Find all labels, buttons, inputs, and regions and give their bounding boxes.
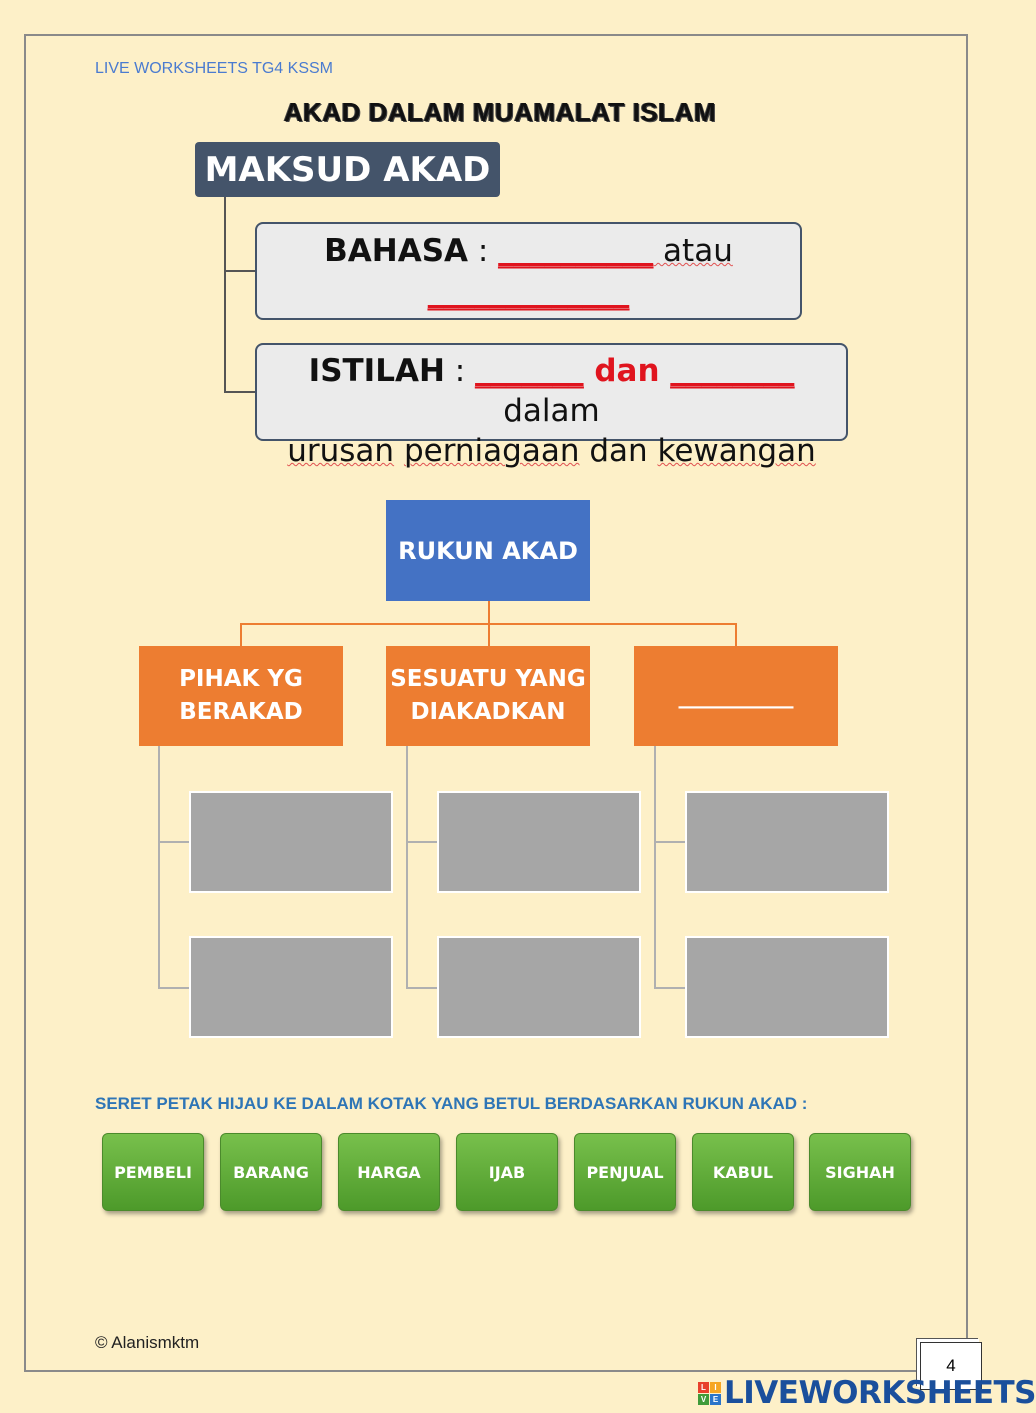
- category-blank: __________: [634, 646, 838, 746]
- drop-zone-blank-1[interactable]: [685, 791, 889, 893]
- bahasa-definition-box: BAHASA : __________ atau _____________: [255, 222, 802, 320]
- col1-branch-2: [158, 987, 190, 989]
- chip-penjual[interactable]: PENJUAL: [574, 1133, 676, 1211]
- drop-zone-pihak-2[interactable]: [189, 936, 393, 1038]
- col3-connector: [654, 746, 656, 988]
- maksud-connector-bahasa: [224, 270, 256, 272]
- bahasa-atau: atau: [653, 233, 733, 269]
- drop-zone-sesuatu-2[interactable]: [437, 936, 641, 1038]
- col3-branch-2: [654, 987, 686, 989]
- col2-branch-1: [406, 841, 438, 843]
- bahasa-blank-1[interactable]: __________: [498, 233, 654, 269]
- col3-branch-1: [654, 841, 686, 843]
- liveworksheets-wordmark: LIVEWORKSHEETS: [724, 1375, 1036, 1411]
- bahasa-term: BAHASA: [324, 233, 469, 269]
- maksud-akad-heading: MAKSUD AKAD: [195, 142, 500, 197]
- page-number: 4: [920, 1342, 982, 1390]
- category-sesuatu-diakadkan: SESUATU YANG DIAKADKAN: [386, 646, 590, 746]
- istilah-blank-2[interactable]: ________: [670, 353, 795, 389]
- col2-connector: [406, 746, 408, 988]
- rukun-connector-left: [240, 623, 242, 646]
- drop-zone-sesuatu-1[interactable]: [437, 791, 641, 893]
- col2-branch-2: [406, 987, 438, 989]
- rukun-akad-heading: RUKUN AKAD: [386, 500, 590, 601]
- copyright-text: © Alanismktm: [95, 1333, 200, 1352]
- category-pihak-berakad: PIHAK YG BERAKAD: [139, 646, 343, 746]
- chip-barang[interactable]: BARANG: [220, 1133, 322, 1211]
- liveworksheets-icon: L I V E: [698, 1382, 721, 1405]
- header-text: LIVE WORKSHEETS TG4 KSSM: [95, 60, 333, 77]
- drop-zone-pihak-1[interactable]: [189, 791, 393, 893]
- instruction-text: SERET PETAK HIJAU KE DALAM KOTAK YANG BETUL BERDASARKAN RUKUN AKAD :: [95, 1094, 808, 1113]
- col1-branch-1: [158, 841, 190, 843]
- istilah-term: ISTILAH: [308, 353, 445, 389]
- bahasa-blank-2[interactable]: _____________: [427, 275, 630, 311]
- maksud-connector-istilah: [224, 391, 256, 393]
- col1-connector: [158, 746, 160, 988]
- chip-sighah[interactable]: SIGHAH: [809, 1133, 911, 1211]
- liveworksheets-logo[interactable]: [698, 1376, 1036, 1410]
- page-title: AKAD DALAM MUAMALAT ISLAM: [283, 97, 717, 127]
- rukun-connector-horizontal: [240, 623, 737, 625]
- istilah-blank-1[interactable]: _______: [475, 353, 584, 389]
- chip-ijab[interactable]: IJAB: [456, 1133, 558, 1211]
- chip-harga[interactable]: HARGA: [338, 1133, 440, 1211]
- chip-kabul[interactable]: KABUL: [692, 1133, 794, 1211]
- maksud-connector-vertical: [224, 197, 226, 392]
- istilah-dan: dan: [583, 353, 671, 389]
- chip-pembeli[interactable]: PEMBELI: [102, 1133, 204, 1211]
- rukun-connector-right: [735, 623, 737, 646]
- istilah-definition-box: ISTILAH : _______ dan ________ dalam urusan perniagaan dan kewangan: [255, 343, 848, 441]
- drop-zone-blank-2[interactable]: [685, 936, 889, 1038]
